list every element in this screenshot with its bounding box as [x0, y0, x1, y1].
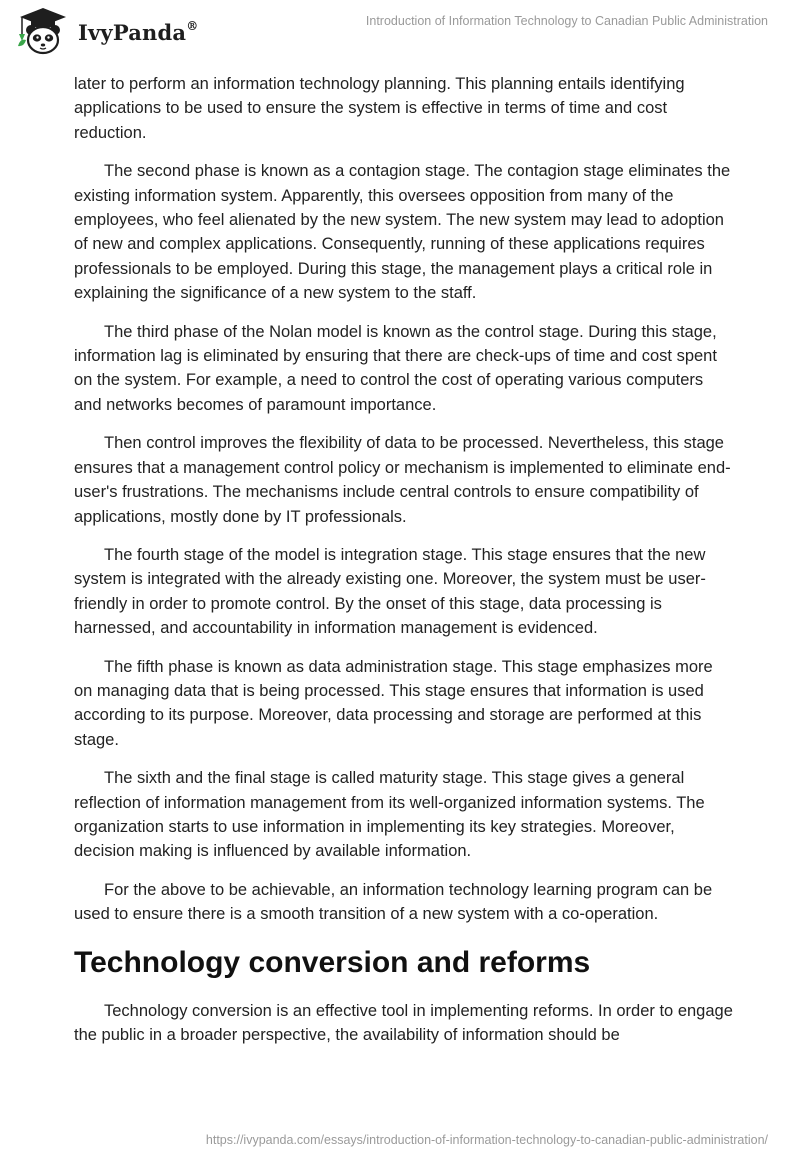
- paragraph: The sixth and the final stage is called maturity stage. This stage gives a general reflection of information management from its well-organized information systems. The organization starts to use information in implementing its key strategies. Moreover, decision making is influenced by available information.: [74, 769, 705, 861]
- document-title: Introduction of Information Technology to Canadian Public Administration: [365, 14, 768, 28]
- registered-mark: ®: [186, 18, 199, 33]
- paragraph: Technology conversion is an effective tool in implementing reforms. In order to engage the public in a broader perspective, the availability of information should be: [74, 1001, 733, 1044]
- paragraph: The second phase is known as a contagion stage. The contagion stage eliminates the existing information system. Apparently, this oversees opposition from many of the employees, who feel alienated by the new system. The new system may lead to adoption of new and complex applications. Consequently, running of these applications requires professionals to be employed. During this stage, the management plays a critical role in explaining the significance of a new system to the staff.: [74, 162, 731, 303]
- brand-name: [78, 20, 198, 45]
- paragraph: The third phase of the Nolan model is known as the control stage. During this stage, information lag is eliminated by ensuring that there are check-ups of time and cost spent on the system. For example, a need to control the cost of operating various computers and networks becomes of paramount importance.: [74, 322, 717, 414]
- brand-name-text: IvyPanda: [78, 19, 187, 45]
- panda-graduate-logo-icon: [14, 6, 72, 56]
- paragraph: Then control improves the flexibility of data to be processed. Nevertheless, this stage ensures that a management control policy or mechanism is implemented to eliminate end-user's frustrations. The mechanisms include central controls to ensure compatibility of applications, mostly done by IT professionals.: [74, 434, 731, 526]
- paragraph: The fourth stage of the model is integration stage. This stage ensures that the new system is integrated with the already existing one. Moreover, the system must be user-friendly in order to promote control. By the onset of this stage, data processing is harnessed, and accountability in information management is evidenced.: [74, 545, 706, 638]
- ivypanda-logo[interactable]: [14, 6, 198, 56]
- paragraph: For the above to be achievable, an information technology learning program can be used to ensure there is a smooth transition of a new system with a co-operation.: [74, 880, 713, 924]
- paragraph: The fifth phase is known as data administration stage. This stage emphasizes more on managing data that is being processed. This stage ensures that information is used according to its purpose. Moreover, data processing and storage are performed at this stage.: [74, 657, 713, 749]
- page-header: [0, 0, 800, 70]
- section-heading: Technology conversion and reforms: [74, 945, 591, 979]
- essay-content: [74, 72, 734, 1061]
- paragraph: later to perform an information technology planning. This planning entails identifying applications to be used to ensure the system is effective in terms of time and cost reduction.: [74, 75, 685, 142]
- source-url[interactable]: https://ivypanda.com/essays/introduction-of-information-technology-to-canadian-public-administration/: [205, 1133, 768, 1147]
